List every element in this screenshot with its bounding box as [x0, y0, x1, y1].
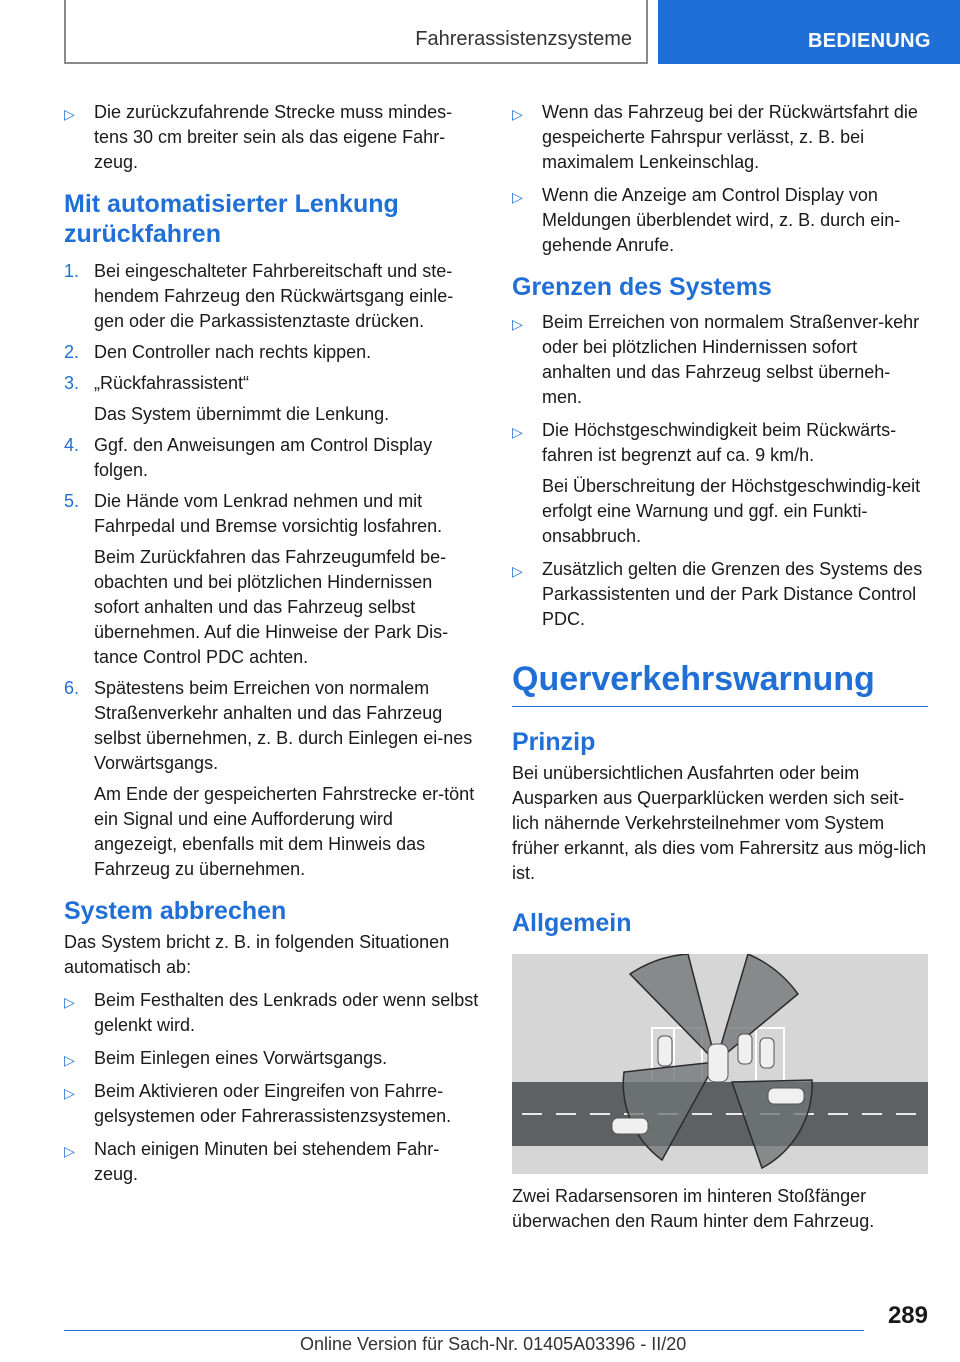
list-item: [512, 557, 928, 632]
footer-rule: [64, 1330, 864, 1331]
triangle-right-icon: ▷: [64, 1143, 75, 1159]
radar-diagram-svg: [512, 954, 928, 1174]
heading-general: Allgemein: [512, 909, 632, 937]
triangle-right-icon: ▷: [64, 106, 75, 122]
triangle-right-icon: ▷: [512, 424, 523, 440]
numbered-step: [64, 371, 479, 427]
triangle-right-icon: ▷: [512, 106, 523, 122]
list-item-text: Ggf. den Anweisungen am Control Display folgen.: [94, 435, 433, 480]
radar-illustration: [512, 954, 928, 1174]
list-item-note: Das System übernimmt die Lenkung.: [94, 404, 390, 424]
list-item-text: Beim Festhalten des Lenkrads oder wenn selbst gelenkt wird.: [94, 990, 479, 1035]
list-item-text: Den Controller nach rechts kippen.: [94, 342, 372, 362]
list-item: [64, 988, 479, 1038]
abort-intro: Das System bricht z. B. in folgenden Situationen automatisch ab:: [64, 932, 450, 977]
principle-text: Bei unübersichtlichen Ausfahrten oder beim Ausparken aus Querparklücken werden sich seit‐lich nähernde Verkehrsteilnehmer vom System früher erkannt, als dies vom Fahrersitz aus mög‐lich ist.: [512, 763, 927, 883]
list-item: [64, 1079, 479, 1129]
list-item-text: Spätestens beim Erreichen von normalem Straßenverkehr anhalten und das Fahrzeug selbst übernehmen, z. B. durch Einlegen ei‐nes Vorwärtsgangs.: [94, 678, 473, 773]
numbered-step: [64, 340, 479, 365]
list-item: [512, 183, 928, 258]
header-section-title: Fahrerassistenzsysteme: [415, 28, 632, 50]
list-item-text: Wenn die Anzeige am Control Display von Meldungen überblendet wird, z. B. durch ein‐gehende Anrufe.: [542, 185, 901, 255]
list-item: [512, 310, 928, 410]
list-item: [64, 100, 479, 175]
triangle-right-icon: ▷: [512, 316, 523, 332]
list-item-text: Zusätzlich gelten die Grenzen des Systems des Parkassistenten und der Park Distance Control PDC.: [542, 559, 923, 629]
list-item-text: Nach einigen Minuten bei stehendem Fahr‐zeug.: [94, 1139, 440, 1184]
list-item-text: Beim Einlegen eines Vorwärtsgangs.: [94, 1048, 388, 1068]
triangle-right-icon: ▷: [64, 1085, 75, 1101]
heading-principle: Prinzip: [512, 728, 596, 756]
numbered-step: [64, 676, 479, 882]
numbered-steps: [64, 259, 479, 882]
right-column: [512, 100, 928, 1234]
triangle-right-icon: ▷: [64, 994, 75, 1010]
step-number: 2.: [64, 342, 80, 362]
list-item-text: Bei eingeschalteter Fahrbereitschaft und ste‐hendem Fahrzeug den Rückwärtsgang einle‐gen oder die Parkassistenztaste drücken.: [94, 261, 454, 331]
heading-system-abort: System abbrechen: [64, 897, 287, 925]
list-item-text: Die Hände vom Lenkrad nehmen und mit Fahrpedal und Bremse vorsichtig losfahren.: [94, 491, 443, 536]
step-number: 1.: [64, 261, 80, 281]
numbered-step: [64, 259, 479, 334]
numbered-step: [64, 433, 479, 483]
step-number: 6.: [64, 678, 80, 698]
page-number: 289: [887, 1302, 928, 1329]
list-item-note: Am Ende der gespeicherten Fahrstrecke er‐tönt ein Signal und eine Aufforderung wird angezeigt, ebenfalls mit dem Hinweis das Fahrzeug zu übernehmen.: [94, 784, 475, 879]
heading-system-limits: Grenzen des Systems: [512, 273, 772, 301]
step-number: 5.: [64, 491, 80, 511]
heading-automatic-steering: Mit automatisierter Lenkung zurückfahren: [64, 190, 399, 248]
abort-list: [64, 988, 479, 1187]
step-number: 4.: [64, 435, 80, 455]
abort-list-continued: [512, 100, 928, 258]
list-item: [64, 1137, 479, 1187]
triangle-right-icon: ▷: [512, 189, 523, 205]
list-item-text: Beim Erreichen von normalem Straßenver‐kehr oder bei plötzlichen Hindernissen sofort anhalten und das Fahrzeug selbst überneh‐men.: [542, 312, 920, 407]
list-item-text: Die zurückzufahrende Strecke muss mindes‐tens 30 cm breiter sein als das eigene Fahr‐zeug.: [94, 102, 453, 172]
list-item-text: Die Höchstgeschwindigkeit beim Rückwärts‐fahren ist begrenzt auf ca. 9 km/h.: [542, 420, 897, 465]
list-item-note: Bei Überschreitung der Höchstgeschwindig‐keit erfolgt eine Warnung und ggf. ein Funkti‐onsabbruch.: [542, 476, 921, 546]
list-item: [512, 418, 928, 549]
list-item-text: Beim Aktivieren oder Eingreifen von Fahrre‐gelsystemen oder Fahrerassistenzsystemen.: [94, 1081, 452, 1126]
figure-caption: Zwei Radarsensoren im hinteren Stoßfänger überwachen den Raum hinter dem Fahrzeug.: [512, 1186, 875, 1231]
triangle-right-icon: ▷: [512, 563, 523, 579]
heading-cross-traffic-warning: Querverkehrswarnung: [512, 658, 928, 707]
list-item-text: „Rückfahrassistent“: [94, 373, 250, 393]
limits-list: [512, 310, 928, 632]
online-version-note: Online Version für Sach-Nr. 01405A03396 - II/20: [300, 1334, 687, 1354]
header-tab[interactable]: [658, 0, 960, 64]
header-section-box: [64, 0, 648, 64]
left-column: [64, 100, 479, 1187]
numbered-step: [64, 489, 479, 670]
list-item: [64, 1046, 479, 1071]
list-item-text: Wenn das Fahrzeug bei der Rückwärtsfahrt die gespeicherte Fahrspur verlässt, z. B. bei maximalem Lenkeinschlag.: [542, 102, 918, 172]
triangle-right-icon: ▷: [64, 1052, 75, 1068]
list-item-note: Beim Zurückfahren das Fahrzeugumfeld be‐obachten und bei plötzlichen Hindernissen sofort anhalten und das Fahrzeug selbst übernehmen. Auf die Hinweise der Park Dis‐tance Control PDC achten.: [94, 547, 449, 667]
list-item: [512, 100, 928, 175]
step-number: 3.: [64, 373, 80, 393]
header-tab-label: BEDIENUNG: [808, 30, 931, 52]
